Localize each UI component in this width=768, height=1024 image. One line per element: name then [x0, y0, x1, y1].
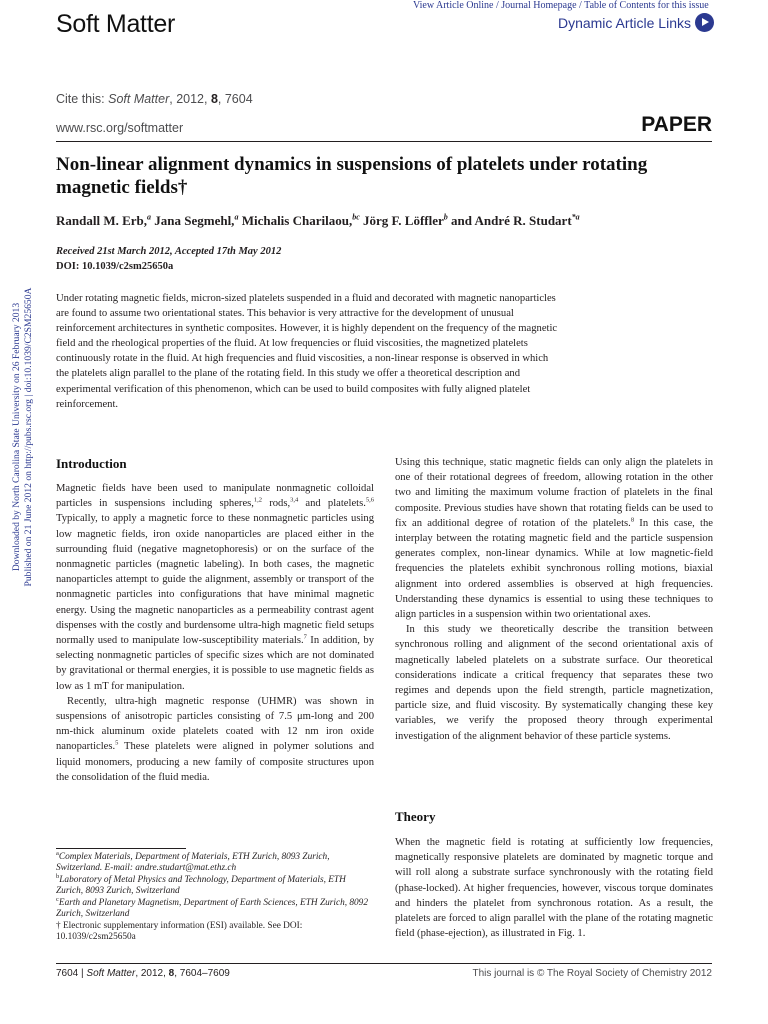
citation-ref[interactable]: 3,4: [290, 496, 299, 504]
author-affiliation: *a: [571, 212, 580, 222]
author-list: [56, 213, 580, 229]
download-watermark: [11, 272, 35, 602]
citation-ref[interactable]: 7: [303, 633, 307, 641]
author-affiliation: bc: [352, 212, 360, 222]
link-separator: /: [576, 0, 585, 11]
right-paragraph-2: In this study we theoretically describe the transition between synchronous rolling and alignment of the second orientational axis of magnetically labeled platelets on a substrate surface. Our theoretical considerations indicate a critical frequency that separates these two regimes and depends upon the field strength, particle magnetization, particle size, and fluid viscosity. By systematically changing these key variables, we verify the proposed theory through experimental investigation of the alignment behavior of these particle systems.: [395, 624, 713, 742]
author-affiliation: a: [234, 212, 239, 222]
right-column: [395, 455, 713, 744]
author-name: and André R. Studart: [447, 213, 572, 228]
header-divider: [56, 141, 712, 142]
footer-page-number: 7604: [56, 968, 79, 979]
cite-prefix: Cite this:: [56, 92, 109, 106]
footer-divider: [56, 963, 712, 964]
citation-line: [56, 92, 253, 106]
received-accepted-dates: Received 21st March 2012, Accepted 17th May 2012: [56, 246, 282, 257]
author-name: Jana Segmehl,: [151, 213, 235, 228]
footnote-b: $^b$Laboratory of Metal Physics and Technology, Department of Materials, ETH Zurich, 8093 Zurich, Switzerland: [56, 872, 346, 896]
dynamic-article-links[interactable]: [558, 13, 714, 32]
right-paragraph-1: Using this technique, static magnetic fields can only align the platelets in one of their rotational degrees of freedom, allowing rotation in the other two and limiting the maximum volume fraction of platelets in the final composite. Previous studies have shown that rotating fields can be used to fix an additional degree of rotation of the platelets.$^8$ In this case, the interplay between the rotating magnetic field and the particle suspension generates complex, non-linear dynamics. While at low magnetic-field frequencies the platelets exhibit synchronous rolling motions, biaxial alignment into ordered assemblies is observed at high frequencies. Understanding these dynamics is essential to using these techniques to align particles in a suspension within two orientational axes.: [395, 457, 713, 621]
download-note: Downloaded by North Carolina State University on 26 February 2013: [11, 302, 22, 572]
footer-pages: , 7604–7609: [174, 968, 230, 979]
author-name: Jörg F. Löffler: [359, 213, 444, 228]
footnote-divider: [56, 848, 186, 849]
footer-journal: Soft Matter: [86, 968, 136, 979]
play-icon[interactable]: [695, 13, 714, 32]
citation-ref[interactable]: 8: [630, 516, 635, 524]
introduction-heading: Introduction: [56, 456, 127, 471]
article-title: Non-linear alignment dynamics in suspensions of platelets under rotating magnetic fields†: [56, 154, 648, 198]
journal-url-link[interactable]: www.rsc.org/softmatter: [56, 121, 184, 135]
doi-link[interactable]: DOI: 10.1039/c2sm25650a: [56, 261, 174, 272]
intro-paragraph-2: Recently, ultra-high magnetic response (UHMR) was shown in suspensions of anisotropic particles consisting of 7.5 μm-long and 200 nm-thick aluminum oxide platelets coated with 12 nm iron oxide nanoparticles.$^5$ These platelets were aligned in polymer solutions and liquid monomers, producing a new family of composite structures upon the consolidation of the fluid media.: [56, 695, 374, 783]
theory-heading: Theory: [395, 809, 436, 824]
view-article-online-link[interactable]: View Article Online: [413, 0, 494, 11]
article-type-label: PAPER: [641, 113, 712, 136]
author-affiliation: b: [443, 212, 448, 222]
citation-ref[interactable]: 1,2: [253, 496, 263, 504]
cite-year: , 2012,: [169, 92, 211, 106]
footnote-c: $^c$Earth and Planetary Magnetism, Department of Earth Sciences, ETH Zurich, 8092 Zurich, Switzerland: [56, 895, 368, 919]
footer-copyright: This journal is © The Royal Society of Chemistry 2012: [472, 968, 712, 979]
theory-paragraph: When the magnetic field is rotating at sufficiently low frequencies, magnetically responsive platelets are dominated by magnetic torque and will roll along a substrate surface synchronously with the rotating field (phase-locked). At higher frequencies, however, viscous torque dominates and hinders the platelet from synchronous rotation. As a result, the platelets are forced to align parallel with the plane of the rotating magnetic field (phase-ejection), as illustrated in Fig. 1.: [395, 837, 713, 940]
journal-homepage-link[interactable]: Journal Homepage: [501, 0, 577, 11]
journal-title: Soft Matter: [56, 10, 175, 38]
footer-year: , 2012,: [135, 968, 169, 979]
table-of-contents-link[interactable]: Table of Contents for this issue: [584, 0, 709, 11]
dynamic-article-links-label[interactable]: Dynamic Article Links: [557, 14, 691, 31]
cite-page: , 7604: [217, 92, 253, 106]
footnote-a: $^a$Complex Materials, Department of Materials, ETH Zurich, 8093 Zurich, Switzerland. E-mail: andre.studart@mat.ethz.ch: [56, 849, 330, 873]
left-column: [56, 481, 374, 785]
intro-paragraph-1: Magnetic fields have been used to manipulate nonmagnetic colloidal particles in suspensions including spheres,$^{1,2}$ rods,$^{3,4}$ and platelets.$^{5,6}$ Typically, to apply a magnetic force to these nonmagnetic particles using low magnetic fields, iron oxide nanoparticles are placed either in the surrounding fluid (negative magnetophoresis) or on the surface of the nonmagnetic particles (magnetic labeling). In both cases, the magnetic nanoparticles attempt to guide the alignment, assembly or transport of the nonmagnetic particles into configurations that have minimal magnetic energy. Using the magnetic nanoparticles as a permeability contrast agent dispenses with the costly and burdensome ultra-high magnetic field setups normally used to manipulate low-susceptibility materials.$^7$ In addition, by selecting nonmagnetic particles of specific sizes which are not dominated by gravitational or thermal energies, it is possible to use magnetic fields as low as 1 mT for manipulation.: [56, 483, 374, 692]
footnote-esi: † Electronic supplementary information (ESI) available. See DOI: 10.1039/c2sm25650a: [56, 921, 303, 942]
published-note: Published on 21 June 2012 on http://pubs.rsc.org | doi:10.1039/C2SM25650A: [23, 287, 34, 587]
cite-volume: 8: [210, 92, 218, 106]
author-name: Michalis Charilaou,: [238, 213, 353, 228]
footer-separator: |: [78, 968, 87, 979]
citation-ref[interactable]: 5: [115, 739, 119, 747]
footer-volume: 8: [168, 968, 175, 979]
author-affiliation: a: [147, 212, 152, 222]
author-name: Randall M. Erb,: [56, 213, 148, 228]
abstract: Under rotating magnetic fields, micron-sized platelets suspended in a fluid and decorated with magnetic nanoparticles are found to assume two orientational states. This behavior is very attractive for the development of unusual reinforcement architectures in synthetic composites. However, it is highly dependent on the frequency of the magnetic field and the rheological properties of the fluid. At low frequencies or fluid viscosities, the magnetized platelets continuously rotate in the fluid. At high frequencies and fluid viscosities, a non-linear response is observed in which the platelets align parallel to the plane of the rotating field. In this study we offer a theoretical description and experimental verification of this phenomenon, which can be used to build composites with fully aligned platelet reinforcement.: [56, 293, 558, 410]
footer-citation: [56, 968, 230, 979]
citation-ref[interactable]: 5,6: [365, 496, 374, 504]
footnotes: [56, 849, 374, 944]
link-separator: /: [493, 0, 502, 11]
cite-journal: Soft Matter: [108, 92, 170, 106]
article-dates: [56, 244, 281, 274]
header-links: [413, 0, 709, 11]
